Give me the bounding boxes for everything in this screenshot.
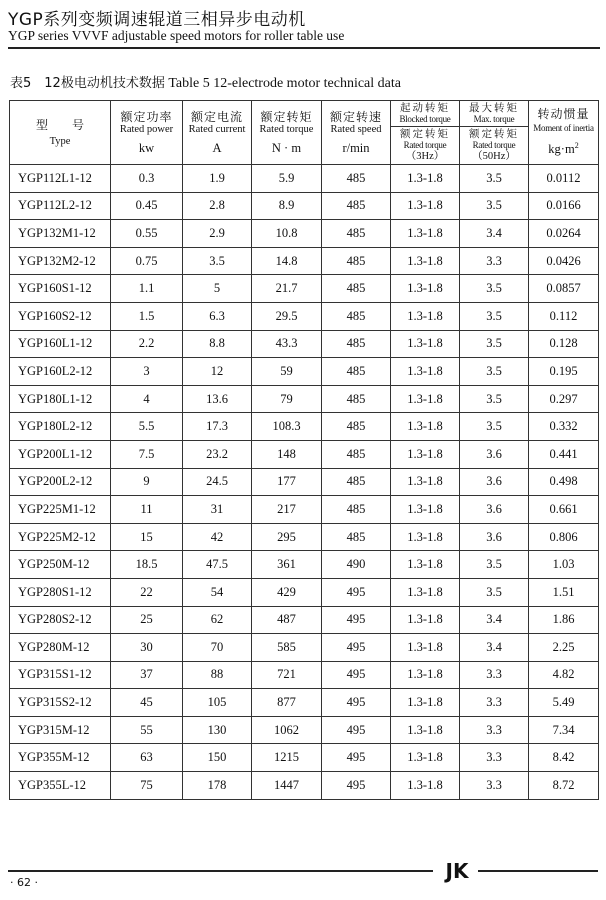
cell-max-torque: 3.5 (460, 275, 529, 303)
column-header-inertia-en: Moment of inertia (533, 123, 594, 134)
cell-current: 178 (183, 772, 252, 800)
cell-blocked-torque: 1.3-1.8 (391, 716, 460, 744)
cell-torque: 1215 (252, 744, 322, 772)
cell-max-torque: 3.5 (460, 192, 529, 220)
cell-max-torque: 3.5 (460, 551, 529, 579)
column-header-power (111, 101, 183, 165)
table-row (10, 192, 599, 220)
cell-type: YGP225M1-12 (10, 496, 111, 524)
cell-power: 2.2 (111, 330, 183, 358)
inertia-unit-exponent: 2 (574, 141, 579, 151)
cell-type: YGP355M-12 (10, 744, 111, 772)
cell-inertia: 0.0264 (529, 220, 599, 248)
cell-speed: 495 (322, 744, 391, 772)
cell-type: YGP160S1-12 (10, 275, 111, 303)
cell-current: 1.9 (183, 165, 252, 193)
cell-type: YGP180L2-12 (10, 413, 111, 441)
cell-max-torque: 3.6 (460, 440, 529, 468)
column-header-speed-unit: r/min (342, 140, 370, 155)
cell-torque: 8.9 (252, 192, 322, 220)
column-header-type-en: Type (49, 135, 71, 147)
cell-current: 88 (183, 661, 252, 689)
cell-power: 1.5 (111, 302, 183, 330)
document-title-en: YGP series VVVF adjustable speed motors for roller table use (8, 28, 345, 43)
cell-power: 15 (111, 523, 183, 551)
cell-torque: 79 (252, 385, 322, 413)
table-row (10, 275, 599, 303)
cell-current: 13.6 (183, 385, 252, 413)
table-row (10, 165, 599, 193)
cell-blocked-torque: 1.3-1.8 (391, 440, 460, 468)
cell-torque: 1447 (252, 772, 322, 800)
cell-blocked-torque: 1.3-1.8 (391, 385, 460, 413)
cell-current: 6.3 (183, 302, 252, 330)
cell-speed: 485 (322, 385, 391, 413)
blocked-rated-torque-en: Rated torque (403, 140, 447, 150)
cell-blocked-torque: 1.3-1.8 (391, 330, 460, 358)
blocked-torque-numerator (391, 102, 459, 127)
cell-current: 23.2 (183, 440, 252, 468)
table-row (10, 358, 599, 386)
cell-torque: 721 (252, 661, 322, 689)
blocked-rated-torque-cn: 额定转矩 (400, 128, 450, 140)
cell-blocked-torque: 1.3-1.8 (391, 578, 460, 606)
cell-blocked-torque: 1.3-1.8 (391, 634, 460, 662)
column-header-blocked-torque (391, 101, 460, 165)
cell-current: 62 (183, 606, 252, 634)
cell-inertia: 0.195 (529, 358, 599, 386)
cell-speed: 495 (322, 606, 391, 634)
column-header-speed-cn: 额定转速 (329, 109, 382, 124)
cell-torque: 5.9 (252, 165, 322, 193)
cell-max-torque: 3.6 (460, 496, 529, 524)
table-row (10, 716, 599, 744)
max-torque-frequency: （50Hz） (472, 151, 516, 162)
cell-power: 3 (111, 358, 183, 386)
table-row (10, 578, 599, 606)
table-row (10, 247, 599, 275)
table-body (10, 165, 599, 800)
cell-max-torque: 3.4 (460, 220, 529, 248)
cell-max-torque: 3.5 (460, 302, 529, 330)
cell-torque: 877 (252, 689, 322, 717)
column-header-torque-unit: N · m (271, 140, 302, 155)
cell-current: 12 (183, 358, 252, 386)
cell-speed: 495 (322, 772, 391, 800)
cell-current: 105 (183, 689, 252, 717)
cell-type: YGP280S2-12 (10, 606, 111, 634)
cell-type: YGP160S2-12 (10, 302, 111, 330)
cell-torque: 429 (252, 578, 322, 606)
cell-power: 22 (111, 578, 183, 606)
cell-max-torque: 3.5 (460, 165, 529, 193)
cell-max-torque: 3.5 (460, 358, 529, 386)
table-caption-en: Table 5 12-electrode motor technical data (168, 76, 401, 91)
table-row (10, 551, 599, 579)
table-row (10, 772, 599, 800)
cell-speed: 495 (322, 689, 391, 717)
cell-torque: 14.8 (252, 247, 322, 275)
cell-inertia: 0.441 (529, 440, 599, 468)
cell-current: 130 (183, 716, 252, 744)
cell-type: YGP315S1-12 (10, 661, 111, 689)
column-header-current-cn: 额定电流 (190, 109, 243, 124)
cell-max-torque: 3.5 (460, 413, 529, 441)
blocked-torque-en: Blocked torque (399, 114, 451, 124)
cell-type: YGP280S1-12 (10, 578, 111, 606)
cell-torque: 361 (252, 551, 322, 579)
cell-blocked-torque: 1.3-1.8 (391, 689, 460, 717)
blocked-torque-cn: 起动转矩 (400, 102, 450, 114)
cell-max-torque: 3.6 (460, 468, 529, 496)
cell-torque: 43.3 (252, 330, 322, 358)
max-rated-torque-cn: 额定转矩 (469, 128, 519, 140)
cell-torque: 217 (252, 496, 322, 524)
cell-inertia: 7.34 (529, 716, 599, 744)
cell-inertia: 1.86 (529, 606, 599, 634)
max-torque-en: Max. torque (473, 114, 515, 124)
cell-power: 63 (111, 744, 183, 772)
cell-speed: 485 (322, 192, 391, 220)
cell-speed: 495 (322, 661, 391, 689)
cell-type: YGP160L2-12 (10, 358, 111, 386)
cell-current: 17.3 (183, 413, 252, 441)
cell-current: 42 (183, 523, 252, 551)
column-header-current-unit: A (212, 140, 222, 155)
cell-current: 3.5 (183, 247, 252, 275)
cell-current: 70 (183, 634, 252, 662)
cell-current: 8.8 (183, 330, 252, 358)
cell-power: 0.75 (111, 247, 183, 275)
cell-speed: 485 (322, 523, 391, 551)
cell-power: 4 (111, 385, 183, 413)
cell-max-torque: 3.4 (460, 606, 529, 634)
cell-current: 24.5 (183, 468, 252, 496)
inertia-unit-base: kg·m (548, 142, 575, 157)
table-row (10, 744, 599, 772)
cell-inertia: 0.332 (529, 413, 599, 441)
cell-current: 150 (183, 744, 252, 772)
cell-inertia: 0.0166 (529, 192, 599, 220)
cell-max-torque: 3.3 (460, 661, 529, 689)
column-header-speed (322, 101, 391, 165)
page-number: · 62 · (10, 876, 38, 889)
cell-type: YGP180L1-12 (10, 385, 111, 413)
cell-power: 1.1 (111, 275, 183, 303)
cell-torque: 177 (252, 468, 322, 496)
blocked-torque-denominator (391, 127, 459, 163)
header-divider (8, 47, 600, 49)
cell-speed: 485 (322, 275, 391, 303)
cell-blocked-torque: 1.3-1.8 (391, 413, 460, 441)
cell-current: 5 (183, 275, 252, 303)
column-header-current-en: Rated current (188, 123, 246, 135)
cell-power: 9 (111, 468, 183, 496)
footer-divider-left (8, 870, 433, 872)
cell-speed: 485 (322, 220, 391, 248)
cell-inertia: 0.0426 (529, 247, 599, 275)
cell-current: 47.5 (183, 551, 252, 579)
cell-current: 2.8 (183, 192, 252, 220)
column-header-torque-cn: 额定转矩 (260, 109, 313, 124)
cell-max-torque: 3.3 (460, 689, 529, 717)
cell-torque: 10.8 (252, 220, 322, 248)
cell-max-torque: 3.3 (460, 744, 529, 772)
cell-torque: 585 (252, 634, 322, 662)
cell-speed: 495 (322, 578, 391, 606)
cell-power: 0.3 (111, 165, 183, 193)
table-caption (10, 72, 401, 92)
cell-inertia: 1.51 (529, 578, 599, 606)
cell-speed: 485 (322, 468, 391, 496)
cell-speed: 485 (322, 358, 391, 386)
cell-type: YGP315S2-12 (10, 689, 111, 717)
column-header-torque (252, 101, 322, 165)
column-header-type-cn: 型 号 (35, 117, 84, 132)
cell-speed: 485 (322, 496, 391, 524)
table-row (10, 661, 599, 689)
cell-max-torque: 3.5 (460, 385, 529, 413)
cell-type: YGP355L-12 (10, 772, 111, 800)
table-row (10, 606, 599, 634)
column-header-inertia-unit (529, 138, 598, 157)
cell-type: YGP250M-12 (10, 551, 111, 579)
table-row (10, 330, 599, 358)
cell-blocked-torque: 1.3-1.8 (391, 496, 460, 524)
cell-speed: 485 (322, 440, 391, 468)
cell-current: 31 (183, 496, 252, 524)
cell-torque: 148 (252, 440, 322, 468)
cell-blocked-torque: 1.3-1.8 (391, 192, 460, 220)
cell-blocked-torque: 1.3-1.8 (391, 551, 460, 579)
cell-speed: 485 (322, 413, 391, 441)
document-title-cn: YGP系列变频调速辊道三相异步电动机 (8, 10, 306, 30)
max-torque-denominator (460, 127, 528, 163)
cell-power: 5.5 (111, 413, 183, 441)
max-torque-numerator (460, 102, 528, 127)
cell-power: 18.5 (111, 551, 183, 579)
cell-torque: 1062 (252, 716, 322, 744)
cell-max-torque: 3.3 (460, 716, 529, 744)
cell-inertia: 4.82 (529, 661, 599, 689)
jk-logo-icon (440, 857, 474, 883)
jk-logo-text: JK (445, 859, 469, 883)
cell-inertia: 0.0857 (529, 275, 599, 303)
cell-type: YGP132M1-12 (10, 220, 111, 248)
cell-blocked-torque: 1.3-1.8 (391, 247, 460, 275)
cell-inertia: 0.297 (529, 385, 599, 413)
cell-blocked-torque: 1.3-1.8 (391, 772, 460, 800)
cell-torque: 295 (252, 523, 322, 551)
table-row (10, 302, 599, 330)
cell-power: 30 (111, 634, 183, 662)
cell-power: 37 (111, 661, 183, 689)
cell-max-torque: 3.5 (460, 578, 529, 606)
cell-inertia: 8.72 (529, 772, 599, 800)
cell-speed: 490 (322, 551, 391, 579)
footer-divider-right (478, 870, 598, 872)
cell-inertia: 2.25 (529, 634, 599, 662)
cell-type: YGP200L2-12 (10, 468, 111, 496)
cell-blocked-torque: 1.3-1.8 (391, 220, 460, 248)
cell-power: 25 (111, 606, 183, 634)
cell-blocked-torque: 1.3-1.8 (391, 302, 460, 330)
cell-power: 11 (111, 496, 183, 524)
table-row (10, 468, 599, 496)
cell-blocked-torque: 1.3-1.8 (391, 606, 460, 634)
column-header-power-unit: kw (138, 140, 155, 155)
column-header-type (10, 101, 111, 165)
cell-torque: 29.5 (252, 302, 322, 330)
cell-torque: 108.3 (252, 413, 322, 441)
column-header-inertia-cn: 转动惯量 (537, 107, 590, 122)
cell-torque: 21.7 (252, 275, 322, 303)
table-row (10, 440, 599, 468)
motor-data-table (9, 100, 599, 800)
cell-max-torque: 3.3 (460, 247, 529, 275)
cell-speed: 495 (322, 634, 391, 662)
cell-speed: 485 (322, 302, 391, 330)
cell-inertia: 0.661 (529, 496, 599, 524)
table-row (10, 413, 599, 441)
cell-max-torque: 3.3 (460, 772, 529, 800)
cell-type: YGP280M-12 (10, 634, 111, 662)
column-header-inertia (529, 101, 599, 165)
cell-type: YGP112L1-12 (10, 165, 111, 193)
table-row (10, 496, 599, 524)
cell-blocked-torque: 1.3-1.8 (391, 165, 460, 193)
cell-speed: 485 (322, 247, 391, 275)
cell-type: YGP200L1-12 (10, 440, 111, 468)
cell-blocked-torque: 1.3-1.8 (391, 358, 460, 386)
cell-current: 2.9 (183, 220, 252, 248)
blocked-torque-frequency: （3Hz） (405, 151, 445, 162)
cell-type: YGP132M2-12 (10, 247, 111, 275)
column-header-current (183, 101, 252, 165)
cell-speed: 485 (322, 165, 391, 193)
cell-speed: 495 (322, 716, 391, 744)
cell-power: 0.45 (111, 192, 183, 220)
cell-blocked-torque: 1.3-1.8 (391, 275, 460, 303)
cell-type: YGP160L1-12 (10, 330, 111, 358)
table-row (10, 689, 599, 717)
cell-power: 45 (111, 689, 183, 717)
cell-type: YGP315M-12 (10, 716, 111, 744)
cell-blocked-torque: 1.3-1.8 (391, 661, 460, 689)
cell-power: 7.5 (111, 440, 183, 468)
column-header-power-cn: 额定功率 (120, 109, 173, 124)
cell-current: 54 (183, 578, 252, 606)
cell-torque: 59 (252, 358, 322, 386)
cell-inertia: 0.498 (529, 468, 599, 496)
table-caption-cn: 表5 12极电动机技术数据 (10, 76, 165, 91)
cell-inertia: 8.42 (529, 744, 599, 772)
cell-type: YGP112L2-12 (10, 192, 111, 220)
cell-inertia: 0.0112 (529, 165, 599, 193)
max-torque-cn: 最大转矩 (469, 102, 519, 114)
cell-max-torque: 3.6 (460, 523, 529, 551)
cell-inertia: 5.49 (529, 689, 599, 717)
cell-max-torque: 3.4 (460, 634, 529, 662)
cell-blocked-torque: 1.3-1.8 (391, 468, 460, 496)
cell-inertia: 1.03 (529, 551, 599, 579)
table-row (10, 523, 599, 551)
cell-power: 75 (111, 772, 183, 800)
column-header-speed-en: Rated speed (330, 123, 382, 135)
cell-inertia: 0.128 (529, 330, 599, 358)
max-rated-torque-en: Rated torque (472, 140, 516, 150)
table-row (10, 220, 599, 248)
cell-speed: 485 (322, 330, 391, 358)
table-row (10, 634, 599, 662)
column-header-power-en: Rated power (119, 123, 174, 135)
column-header-max-torque (460, 101, 529, 165)
cell-blocked-torque: 1.3-1.8 (391, 744, 460, 772)
table-row (10, 385, 599, 413)
cell-type: YGP225M2-12 (10, 523, 111, 551)
cell-torque: 487 (252, 606, 322, 634)
cell-power: 0.55 (111, 220, 183, 248)
cell-power: 55 (111, 716, 183, 744)
cell-inertia: 0.806 (529, 523, 599, 551)
cell-inertia: 0.112 (529, 302, 599, 330)
column-header-torque-en: Rated torque (259, 123, 314, 135)
cell-blocked-torque: 1.3-1.8 (391, 523, 460, 551)
cell-max-torque: 3.5 (460, 330, 529, 358)
